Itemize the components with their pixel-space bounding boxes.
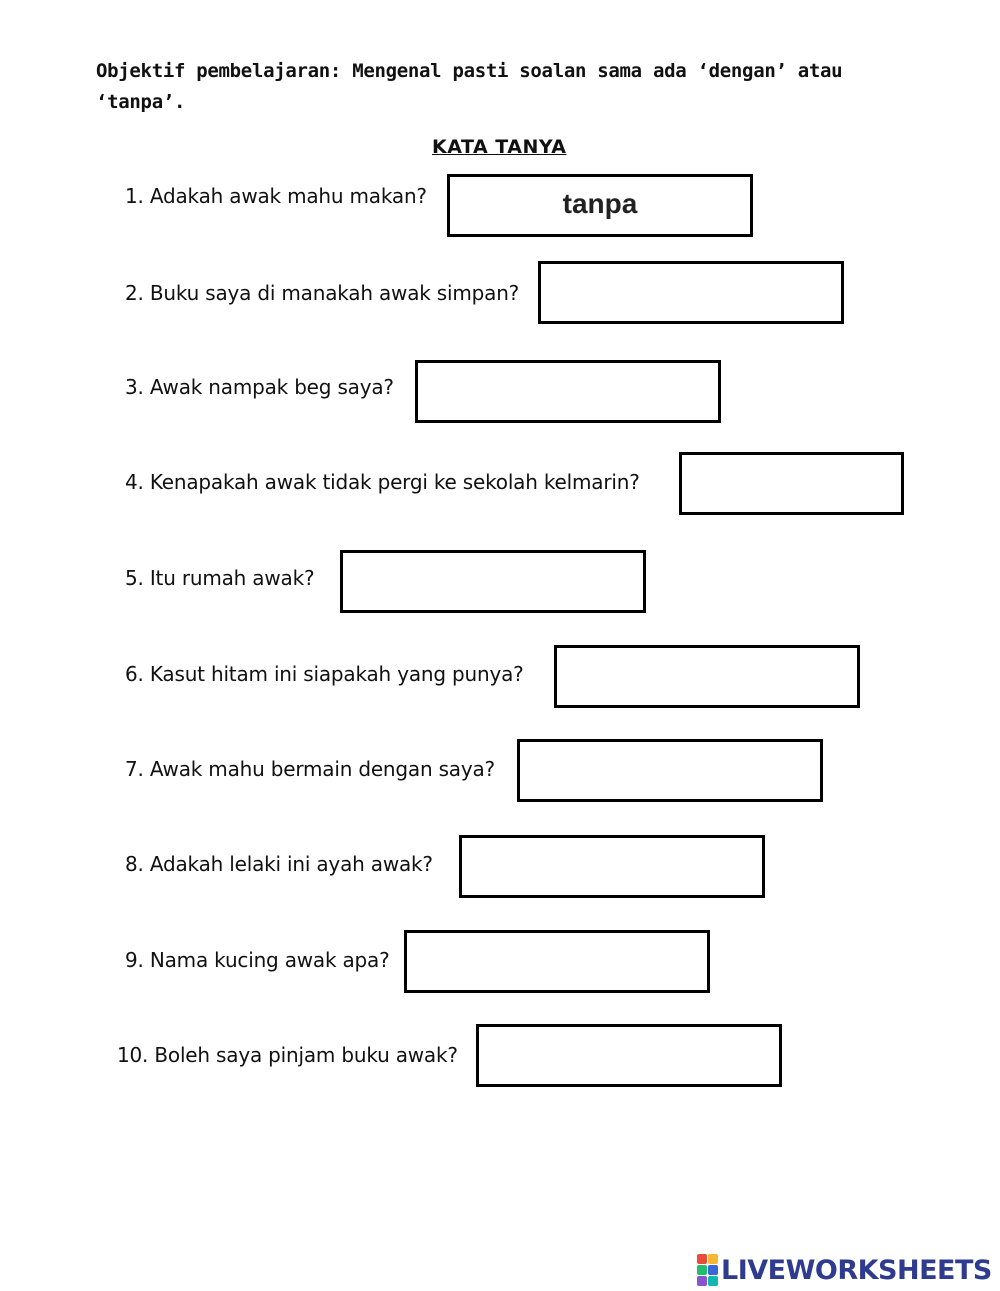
answer-box-6[interactable] [554, 645, 860, 708]
question-3 [125, 375, 394, 399]
brand-name: LIVEWORKSHEETS [721, 1254, 992, 1286]
question-number: 10. [117, 1043, 149, 1067]
question-10 [117, 1043, 458, 1067]
logo-block [708, 1265, 718, 1275]
answer-box-5[interactable] [340, 550, 646, 613]
question-text: Kasut hitam ini siapakah yang punya? [149, 662, 524, 686]
question-number: 7. [125, 757, 144, 781]
question-text: Awak nampak beg saya? [149, 375, 394, 399]
question-number: 9. [125, 948, 144, 972]
liveworksheets-logo [697, 1254, 992, 1286]
question-number: 1. [125, 184, 144, 208]
question-text: Itu rumah awak? [149, 566, 315, 590]
answer-box-9[interactable] [404, 930, 710, 993]
question-text: Kenapakah awak tidak pergi ke sekolah kelmarin? [149, 470, 640, 494]
learning-objective: Objektif pembelajaran: Mengenal pasti soalan sama ada ‘dengan’ atau ‘tanpa’. [96, 60, 843, 113]
answer-box-1[interactable]: tanpa [447, 174, 753, 237]
question-7 [125, 757, 495, 781]
answer-box-3[interactable] [415, 360, 721, 423]
question-text: Awak mahu bermain dengan saya? [149, 757, 495, 781]
question-6 [125, 662, 524, 686]
logo-block [697, 1265, 707, 1275]
worksheet-title: KATA TANYA [432, 136, 567, 158]
question-number: 8. [125, 852, 144, 876]
question-number: 4. [125, 470, 144, 494]
answer-box-10[interactable] [476, 1024, 782, 1087]
question-8 [125, 852, 433, 876]
logo-block [697, 1276, 707, 1286]
question-number: 6. [125, 662, 144, 686]
question-number: 2. [125, 281, 144, 305]
logo-blocks-icon [697, 1254, 718, 1286]
question-text: Boleh saya pinjam buku awak? [154, 1043, 458, 1067]
question-number: 5. [125, 566, 144, 590]
question-4 [125, 470, 640, 494]
question-9 [125, 948, 390, 972]
answer-box-4[interactable] [679, 452, 904, 515]
question-text: Adakah lelaki ini ayah awak? [149, 852, 433, 876]
answer-box-7[interactable] [517, 739, 823, 802]
logo-block [708, 1254, 718, 1264]
question-2 [125, 281, 519, 305]
answer-box-2[interactable] [538, 261, 844, 324]
question-1 [125, 184, 427, 208]
answer-box-8[interactable] [459, 835, 765, 898]
question-number: 3. [125, 375, 144, 399]
question-text: Nama kucing awak apa? [149, 948, 390, 972]
question-text: Buku saya di manakah awak simpan? [149, 281, 520, 305]
question-text: Adakah awak mahu makan? [149, 184, 427, 208]
logo-block [708, 1276, 718, 1286]
question-5 [125, 566, 314, 590]
logo-block [697, 1254, 707, 1264]
